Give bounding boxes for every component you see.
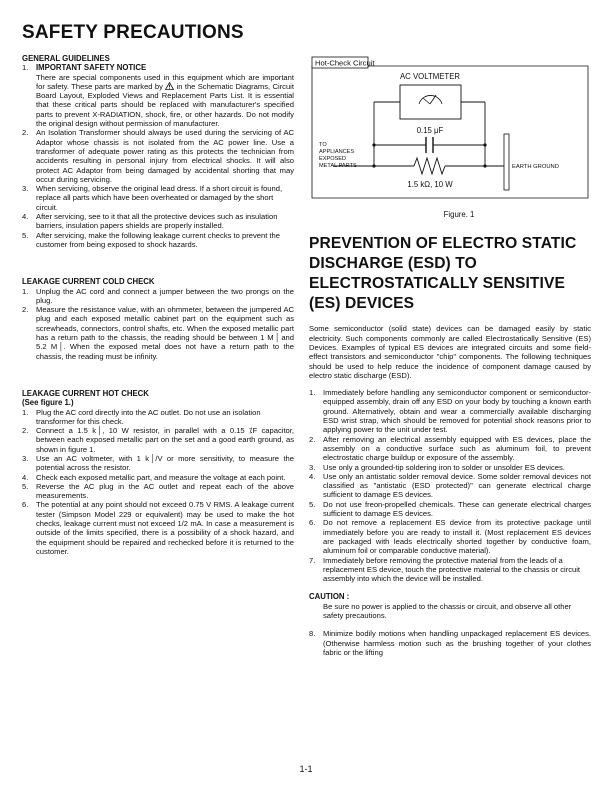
list-item: 1. Unplug the AC cord and connect a jumper between the two prongs on the plug. bbox=[22, 286, 294, 305]
page-title: SAFETY PRECAUTIONS bbox=[22, 22, 244, 43]
warning-triangle-icon bbox=[165, 82, 174, 90]
left-label-line4: METAL PARTS bbox=[319, 163, 357, 169]
capacitor-label: 0.15 μF bbox=[416, 126, 444, 135]
list-item: 6. Do not remove a replacement ES device from its protective package until immediately before you are ready to install it. (Most replacement ES devices are packaged with leads electrically shorted together by conductive foam, aluminum foil or comparable conductive material). bbox=[309, 518, 591, 556]
resistor-label: 1.5 kΩ, 10 W bbox=[407, 180, 453, 189]
hot-check-circuit-diagram bbox=[309, 54, 591, 212]
caution-text: Be sure no power is applied to the chassis or circuit, and observe all other safety precautions. bbox=[323, 601, 572, 621]
important-notice-heading: IMPORTANT SAFETY NOTICE bbox=[36, 63, 147, 73]
hot-check-heading: LEAKAGE CURRENT HOT CHECK bbox=[22, 388, 149, 398]
list-item: 5. Reverse the AC plug in the AC outlet and repeat each of the above measurements. bbox=[22, 481, 294, 501]
list-item: 1. IMPORTANT SAFETY NOTICE bbox=[22, 63, 294, 72]
left-label-line2: APPLIANCES bbox=[319, 149, 355, 155]
left-label-line1: TO bbox=[319, 142, 327, 148]
safety-notice-text: There are special components used in this equipment which are important for safety. These parts are marked by in the Schematic Diagrams, Circuit Board Layout, Exploded Views and Replacement Parts List. It is essential that these critical parts should be replaced with manufacturer's specified parts to prevent X-RADIATION, shock, fire, or other hazards. Do not modify the original design without permission of manufacturer. bbox=[36, 72, 294, 129]
list-item: 1. Immediately before handling any semiconductor component or semiconductor-equipped assembly, drain off any ESD on your body by touching a known earth ground. Alternatively, obtain and wear a commercially available discharging ESD wrist strap, which should be removed for potential shock reasons prior to applying power to the unit under test. bbox=[309, 388, 591, 435]
list-item: 2. Connect a 1.5 k │, 10 W resistor, in parallel with a 0.15 ⁒F capacitor, between each exposed metallic part on the set and a good earth ground, as shown in figure 1. bbox=[22, 426, 294, 454]
list-item: 6. The potential at any point should not exceed 0.75 V RMS. A leakage current tester (Simpson Model 229 or equivalent) may be used to make the hot checks, leakage current must not exceed 1/2 mA. In case a measurement is outside of the limits specified, there is a possibility of a shock hazard, and the equipment should be repaired and rechecked before it is returned to the customer. bbox=[22, 500, 294, 556]
list-item: 2. An Isolation Transformer should always be used during the servicing of AC Adaptor whose chassis is not isolated from the AC power line. Use a transformer of adequate power rating as this protects the technician from accidents resulting in personal injury from electrical shocks. It will also protect AC Adaptor from being damaged by accidental shorting that may occur during servicing. bbox=[22, 128, 294, 184]
page-number: 1-1 bbox=[299, 764, 313, 774]
figure-tab-label: Hot-Check Circuit bbox=[315, 58, 375, 68]
list-item: 3. Use only a grounded-tip soldering iron to solder or unsolder ES devices. bbox=[309, 462, 565, 472]
general-guidelines-heading: GENERAL GUIDELINES bbox=[22, 54, 110, 63]
list-item: 3. When servicing, observe the original lead dress. If a short circuit is found, replace all parts which have been overheated or damaged by the short circuit. bbox=[22, 184, 283, 212]
list-item: 8. Minimize bodily motions when handling unpackaged replacement ES devices. (Otherwise harmless motion such as the brushing together of your clothes fabric or the lifting bbox=[309, 629, 591, 657]
list-item: 1. Plug the AC cord directly into the AC outlet. Do not use an isolation transformer for this check. bbox=[22, 407, 261, 426]
list-item: 3. Use an AC voltmeter, with 1 k │/V or more sensitivity, to measure the potential across the resistor. bbox=[22, 453, 294, 473]
left-column bbox=[22, 54, 294, 556]
list-item: 4. After servicing, see to it that all the protective devices such as insulation barriers, insulation papers shields are properly installed. bbox=[22, 212, 278, 231]
list-item: 7. Immediately before removing the protective material from the leads of a replacement ES device, touch the protective material to the chassis or circuit assembly into which the device will be installed. bbox=[309, 555, 581, 584]
figure-caption: Figure. 1 bbox=[443, 210, 475, 220]
list-item: 5. After servicing, make the following leakage current checks to prevent the customer from being exposed to shock hazards. bbox=[22, 230, 280, 249]
cold-check-heading: LEAKAGE CURRENT COLD CHECK bbox=[22, 277, 155, 287]
caution-heading: CAUTION : bbox=[309, 592, 350, 602]
voltmeter-label: AC VOLTMETER bbox=[399, 72, 461, 81]
list-item: 4. Use only an antistatic solder removal device. Some solder removal devices not classified as "antistatic (ESD protected)" can generate electrical charge sufficient to damage ES devices. bbox=[309, 471, 591, 500]
earth-ground-bar bbox=[504, 134, 509, 190]
hot-check-subheading: (See figure 1.) bbox=[22, 398, 74, 408]
voltmeter-box bbox=[400, 85, 461, 119]
esd-title: PREVENTION OF ELECTRO STATIC DISCHARGE (ESD) TO ELECTROSTATICALLY SENSITIVE (ES) DEVICES bbox=[309, 234, 577, 313]
esd-intro: Some semiconductor (solid state) devices can be damaged easily by static electricity. Such components commonly are called Electrostatically Sensitive (ES) Devices. Examples of typical ES devices are integrated circuits and some field-effect transistors and semiconductor "chip" components. The following techniques should be used to help reduce the incidence of component damage caused by electro static discharge (ESD). bbox=[309, 324, 591, 380]
list-item: 4. Check each exposed metallic part, and measure the voltage at each point. bbox=[22, 472, 286, 482]
list-item: 2. After removing an electrical assembly equipped with ES devices, place the assembly on a conductive surface such as aluminum foil, to prevent electrostatic charge buildup or exposure of the assembly. bbox=[309, 434, 591, 463]
left-label-line3: EXPOSED bbox=[319, 156, 347, 162]
list-item: 2. Measure the resistance value, with an ohmmeter, between the jumpered AC plug and each exposed metallic cabinet part on the equipment such as screwheads, connectors, control shafts, etc. When the exposed metallic part has a return path to the chassis, the reading should be between 1 M │ and 5.2 M │. When the exposed metal does not have a return path to the chassis, the reading must be infinity. bbox=[22, 305, 294, 361]
right-column bbox=[309, 54, 591, 657]
earth-ground-label: EARTH GROUND bbox=[512, 164, 559, 170]
list-item: 5. Do not use freon-propelled chemicals. These can generate electrical charges sufficient to damage ES devices. bbox=[309, 499, 591, 519]
